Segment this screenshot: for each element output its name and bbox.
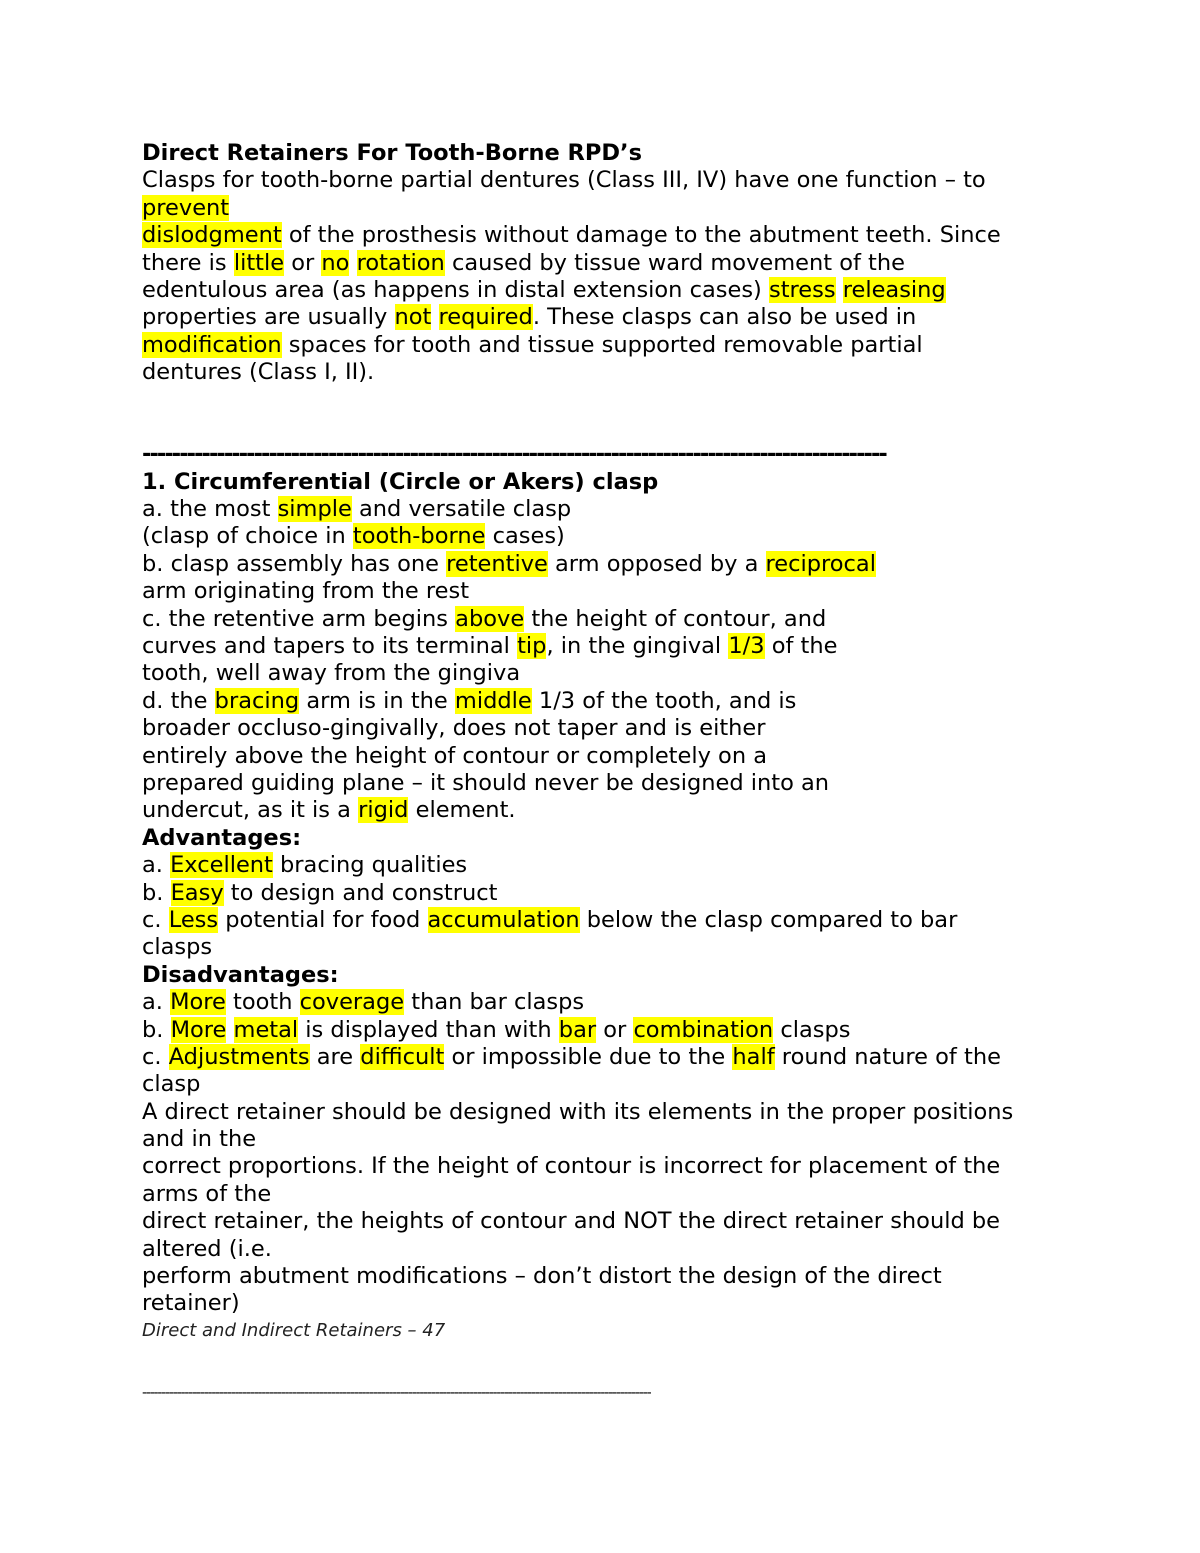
list-item — [142, 989, 1142, 1016]
text-run — [836, 277, 843, 303]
closing-line: arms of the — [142, 1180, 272, 1207]
page-footer: Direct and Indirect Retainers – 47 — [142, 1319, 446, 1341]
list-item: tooth, well away from the gingiva — [142, 660, 521, 687]
text-run: b. clasp assembly has one — [142, 550, 447, 577]
text-run: cases) — [485, 523, 565, 550]
list-item — [142, 907, 1142, 934]
text-run: b. — [142, 879, 171, 906]
closing-line: retainer) — [142, 1290, 240, 1317]
highlighted-term: above — [455, 605, 525, 632]
highlighted-term: 1/3 — [728, 633, 765, 660]
list-item — [142, 551, 1142, 578]
highlighted-term: metal — [233, 1016, 299, 1043]
highlighted-term: releasing — [842, 276, 946, 303]
list-item — [142, 852, 1142, 879]
text-run — [226, 1017, 233, 1043]
intro-line — [142, 222, 1142, 249]
closing-line: perform abutment modifications – don’t distort the design of the direct — [142, 1263, 942, 1290]
text-run: the height of contour, and — [524, 605, 827, 632]
intro-line — [142, 332, 1142, 359]
highlighted-term: required — [438, 304, 533, 331]
highlighted-term: simple — [277, 496, 352, 523]
text-run — [349, 250, 356, 276]
text-run: a. the most — [142, 496, 278, 523]
highlighted-term: bar — [558, 1016, 597, 1043]
text-run: or — [596, 1016, 634, 1043]
list-item: clasps — [142, 934, 213, 961]
section-divider: ---------------------------------------------------------------------------------------------------- — [142, 441, 886, 468]
list-item — [142, 633, 1142, 660]
highlighted-term: tooth-borne — [352, 523, 486, 550]
text-run: potential for food — [218, 906, 428, 933]
list-item: broader occluso-gingivally, does not taper and is either — [142, 715, 766, 742]
intro-line — [142, 195, 1142, 222]
text-run: d. the — [142, 687, 215, 714]
highlighted-term: More — [170, 989, 226, 1016]
text-run: c. — [142, 1043, 169, 1070]
text-run: to design and construct — [223, 879, 498, 906]
highlighted-term: More — [170, 1016, 227, 1043]
highlighted-term: rotation — [356, 249, 445, 276]
list-item — [142, 606, 1142, 633]
text-run: clasps — [773, 1016, 851, 1043]
list-item — [142, 1017, 1142, 1044]
list-item — [142, 1044, 1142, 1071]
highlighted-term: Excellent — [170, 852, 273, 879]
text-run: caused by tissue ward movement of the — [444, 249, 905, 276]
intro-line — [142, 304, 1142, 331]
highlighted-term: difficult — [360, 1043, 445, 1070]
closing-line: correct proportions. If the height of contour is incorrect for placement of the — [142, 1153, 1001, 1180]
list-item — [142, 688, 1142, 715]
text-run: or — [284, 249, 322, 276]
closing-line: A direct retainer should be designed with its elements in the proper positions — [142, 1098, 1014, 1125]
text-run: properties are usually — [142, 304, 395, 331]
text-run: bracing qualities — [272, 852, 468, 879]
highlighted-term: accumulation — [427, 906, 580, 933]
text-run: a. — [142, 852, 171, 879]
text-run: arm opposed by a — [547, 550, 766, 577]
spacer — [142, 387, 1142, 414]
section-heading: 1. Circumferential (Circle or Akers) clasp — [142, 468, 659, 495]
text-run: c. — [142, 906, 169, 933]
text-run: b. — [142, 1016, 171, 1043]
text-run: curves and tapers to its terminal — [142, 633, 518, 660]
list-item — [142, 880, 1142, 907]
list-item: arm originating from the rest — [142, 578, 470, 605]
text-run: or impossible due to the — [444, 1043, 733, 1070]
highlighted-term: little — [233, 249, 285, 276]
list-item: prepared guiding plane – it should never be designed into an — [142, 770, 830, 796]
disadvantages-heading: Disadvantages: — [142, 961, 339, 988]
intro-line — [142, 277, 1142, 304]
highlighted-term: Easy — [170, 879, 224, 906]
advantages-heading: Advantages: — [142, 824, 302, 851]
highlighted-term: no — [321, 249, 350, 276]
text-run: and versatile clasp — [351, 496, 572, 523]
highlighted-term: modification — [142, 331, 282, 358]
text-run: of the — [764, 633, 838, 660]
highlighted-term: bracing — [214, 687, 300, 714]
highlighted-term: coverage — [299, 989, 405, 1016]
highlighted-term: reciprocal — [765, 550, 876, 577]
text-run: arm is in the — [299, 687, 455, 714]
list-item — [142, 496, 1142, 523]
list-item — [142, 523, 1142, 550]
text-run: a. — [142, 989, 171, 1016]
highlighted-term: middle — [454, 687, 532, 714]
text-run: of the prosthesis without damage to the abutment teeth. Since — [281, 222, 1001, 249]
text-run: element. — [408, 797, 516, 824]
list-item: entirely above the height of contour or completely on a — [142, 742, 768, 769]
page-title: Direct Retainers For Tooth-Borne RPD’s — [142, 140, 642, 166]
list-item: clasp — [142, 1071, 201, 1098]
closing-line: direct retainer, the heights of contour and NOT the direct retainer should be — [142, 1208, 1001, 1235]
text-run: are — [309, 1043, 361, 1070]
text-run: spaces for tooth and tissue supported removable partial — [281, 331, 923, 358]
highlighted-term: Adjustments — [168, 1043, 310, 1070]
text-run: , in the gingival — [546, 633, 729, 660]
closing-line: and in the — [142, 1126, 257, 1153]
highlighted-term: stress — [768, 276, 836, 303]
highlighted-term: retentive — [446, 550, 548, 577]
intro-line: dentures (Class I, II). — [142, 359, 375, 386]
bottom-divider: ------------------------------------------------------------------------------------------------------------------------------------ — [142, 1385, 651, 1401]
highlighted-term: dislodgment — [142, 222, 282, 249]
highlighted-term: half — [732, 1043, 775, 1070]
text-run: tooth — [225, 989, 300, 1016]
text-run: c. the retentive arm begins — [142, 605, 456, 632]
text-run: . These clasps can also be used in — [532, 304, 917, 331]
highlighted-term: Less — [168, 906, 219, 933]
highlighted-term: combination — [633, 1016, 774, 1043]
intro-line: Clasps for tooth-borne partial dentures (Class III, IV) have one function – to — [142, 167, 986, 194]
highlighted-term: rigid — [358, 797, 409, 824]
intro-line — [142, 250, 1142, 277]
text-run: round nature of the — [774, 1043, 1001, 1070]
highlighted-term: prevent — [142, 194, 230, 221]
closing-line: altered (i.e. — [142, 1235, 272, 1262]
text-run: is displayed than with — [298, 1016, 559, 1043]
text-run: there is — [142, 249, 234, 276]
text-run: below the clasp compared to bar — [579, 906, 958, 933]
spacer — [142, 414, 1142, 441]
text-run — [431, 304, 438, 330]
text-run: (clasp of choice in — [142, 523, 353, 550]
text-run: undercut, as it is a — [142, 797, 359, 824]
highlighted-term: not — [394, 304, 432, 331]
document-body — [142, 140, 1142, 1343]
text-run: edentulous area (as happens in distal extension cases) — [142, 276, 769, 303]
text-run: than bar clasps — [404, 989, 585, 1016]
highlighted-term: tip — [517, 633, 547, 660]
text-run: 1/3 of the tooth, and is — [531, 687, 797, 714]
list-item — [142, 797, 1142, 824]
